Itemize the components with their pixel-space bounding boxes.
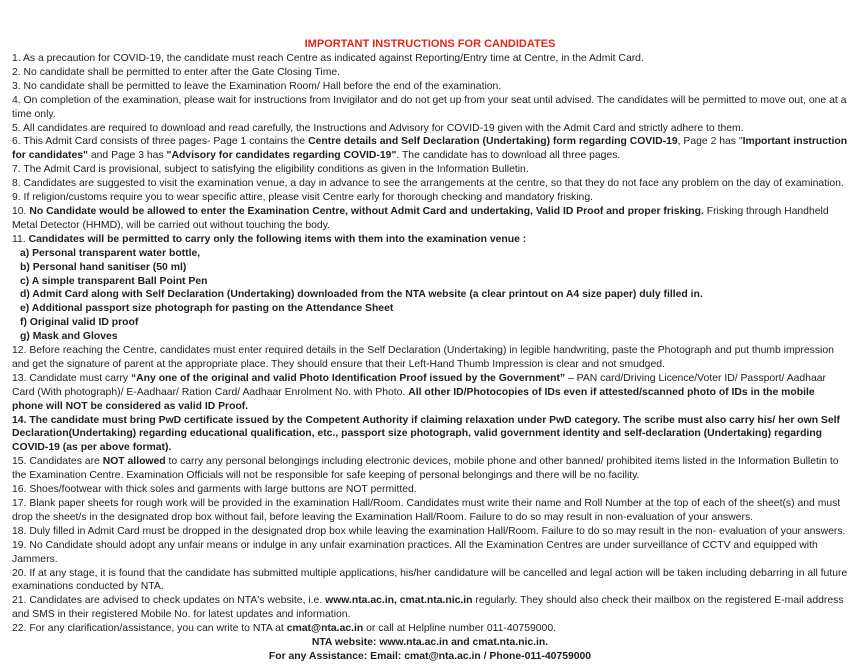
instruction-20: 20. If at any stage, it is found that the candidate has submitted multiple applications, his/her candidature will be cancelled and legal action will be taken including debarring in all future examinations conducted by NTA. [12, 567, 848, 593]
permitted-item-e: e) Additional passport size photograph for pasting on the Attendance Sheet [20, 303, 394, 315]
instruction-18: 18. Duly filled in Admit Card must be dropped in the designated drop box while leaving the examination Hall/Room. Failure to do so may result in the non- evaluation of your answers. [12, 525, 846, 537]
nta-email: cmat@nta.ac.in [286, 623, 364, 635]
instruction-9: 9. If religion/customs require you to wear specific attire, please visit Centre early for thorough checking and mandatory frisking. [12, 192, 593, 204]
nta-website-links: www.nta.ac.in, cmat.nta.nic.in [325, 595, 473, 607]
instruction-13-text-b: “Any one of the original and valid Photo Identification Proof issued by the Government” [130, 372, 566, 384]
instruction-6-text-c: , Page 2 has " [677, 136, 743, 148]
instruction-22-text-a: 22. For any clarification/assistance, you can write to NTA at [12, 623, 287, 635]
instruction-14: 14. The candidate must bring PwD certificate issued by the Competent Authority if claiming relaxation under PwD category. The scribe must also carry his/ her own Self Declaration(Undertaking) regarding educational qualification, etc., passport size photograph, valid government identity and self-declaration (Undertaking) regarding COVID-19 (as per above format). [12, 414, 840, 454]
instruction-11 [12, 233, 848, 247]
instruction-6-text-f: "Advisory for candidates regarding COVID-19" [166, 150, 397, 162]
instruction-13 [12, 372, 848, 414]
permitted-item-a: a) Personal transparent water bottle, [20, 247, 201, 259]
instruction-6-text-g: . The candidate has to download all three pages. [396, 150, 621, 162]
instruction-17: 17. Blank paper sheets for rough work will be provided in the examination Hall/Room. Candidates must write their name and Roll Number at the top of each of the sheet(s) and must drop the sheet/s in the designated drop box without fail, before leaving the Examination Hall/Room. Failure to do so may result in non-evaluation of your answers. [12, 498, 841, 523]
instruction-1: 1. As a precaution for COVID-19, the candidate must reach Centre as indicated against Reporting/Entry time at Centre, in the Admit Card. [12, 53, 644, 64]
permitted-item-g: g) Mask and Gloves [20, 331, 118, 343]
instruction-2: 2. No candidate shall be permitted to enter after the Gate Closing Time. [12, 66, 341, 78]
instruction-6-text-d: Important instruction for candidates" [12, 136, 848, 162]
instruction-15-text-c: to carry any personal belongings including electronic devices, mobile phone and other banned/ prohibited items listed in the Information Bulletin to the Examination Centre. Examination Officials will not be responsible for safe keeping of personal belongings and there will be no facility. [12, 456, 839, 482]
instruction-3: 3. No candidate shall be permitted to leave the Examination Room/ Hall before the end of the examination. [12, 80, 502, 92]
footer-website: NTA website: www.nta.ac.in and cmat.nta.nic.in. [311, 637, 549, 649]
instruction-13-text-c: – PAN card/Driving Licence/Voter ID/ Passport/ Aadhaar Card (With photograph)/ E-Aadhaar/ Ration Card/ Aadhaar Enrolment No. with Photo. [12, 372, 826, 398]
footer-assistance: For any Assistance: Email: cmat@nta.ac.in / Phone-011-40759000 [268, 650, 592, 662]
instruction-13-text-d: All other ID/Photocopies of IDs even if attested/scanned photo of IDs in the mobile phone will NOT be considered as valid ID Proof. [12, 386, 815, 412]
instruction-8: 8. Candidates are suggested to visit the examination venue, a day in advance to see the arrangements at the centre, so that they do not face any problem on the day of examination. [12, 178, 844, 190]
instruction-21 [12, 594, 848, 622]
instruction-16: 16. Shoes/footwear with thick soles and garments with large buttons are NOT permitted. [12, 484, 417, 496]
instruction-12: 12. Before reaching the Centre, candidates must enter required details in the Self Declaration (Undertaking) in legible handwriting, paste the Photograph and put thumb impression and get the signature of parent at the appropriate place. They should ensure that their Left-Hand Thumb Impression is clear and not smudged. [12, 345, 834, 370]
instruction-11-text-b: Candidates will be permitted to carry only the following items with them into the examination venue : [28, 233, 527, 245]
instruction-13-text-a: 13. Candidate must carry [12, 372, 131, 384]
instruction-11-text-a: 11. [12, 233, 29, 245]
permitted-item-c: c) A simple transparent Ball Point Pen [20, 275, 208, 287]
instruction-6 [12, 135, 848, 163]
instruction-7: 7. The Admit Card is provisional, subject to satisfying the eligibility conditions as given in the Information Bulletin. [12, 164, 529, 176]
instruction-10-text-c: Frisking through Handheld Metal Detector (HHMD), will be carried out without touching the body. [12, 205, 829, 231]
permitted-item-b: b) Personal hand sanitiser (50 ml) [20, 261, 187, 273]
instruction-6-text-b: Centre details and Self Declaration (Undertaking) form regarding COVID-19 [308, 136, 678, 148]
instruction-10 [12, 205, 848, 233]
instruction-4: 4. On completion of the examination, please wait for instructions from Invigilator and do not get up from your seat until advised. The candidates will be permitted to move out, one at a time only. [12, 94, 847, 120]
instruction-21-text-c: regularly. They should also check their mailbox on the registered E-mail address and SMS in their registered Mobile No. for latest updates and information. [12, 595, 844, 621]
instruction-10-text-b: No Candidate would be allowed to enter the Examination Centre, without Admit Card and undertaking, Valid ID Proof and proper frisking. [29, 205, 704, 217]
instruction-22 [12, 622, 848, 636]
permitted-item-d: d) Admit Card along with Self Declaration (Undertaking) downloaded from the NTA website (a clear printout on A4 size paper) duly filled in. [20, 289, 703, 301]
instruction-19: 19. No Candidate should adopt any unfair means or indulge in any unfair examination practices. All the Examination Centres are under surveillance of CCTV and equipped with Jammers. [12, 539, 818, 565]
instruction-6-text-e: and Page 3 has [87, 150, 167, 162]
instruction-15-text-b: NOT allowed [102, 456, 166, 468]
document-title: IMPORTANT INSTRUCTIONS FOR CANDIDATES [304, 38, 556, 50]
permitted-item-f: f) Original valid ID proof [20, 317, 139, 329]
instruction-6-text-a: 6. This Admit Card consists of three pages- Page 1 contains the [12, 136, 309, 148]
instruction-5: 5. All candidates are required to download and read carefully, the Instructions and Advisory for COVID-19 given with the Admit Card and strictly adhere to them. [12, 122, 744, 134]
instruction-15 [12, 455, 848, 483]
instruction-15-text-a: 15. Candidates are [12, 456, 103, 468]
instruction-10-text-a: 10. [12, 205, 30, 217]
instruction-22-text-c: or call at Helpline number 011-40759000. [363, 623, 556, 635]
instruction-21-text-a: 21. Candidates are advised to check updates on NTA's website, i.e. [12, 595, 326, 607]
